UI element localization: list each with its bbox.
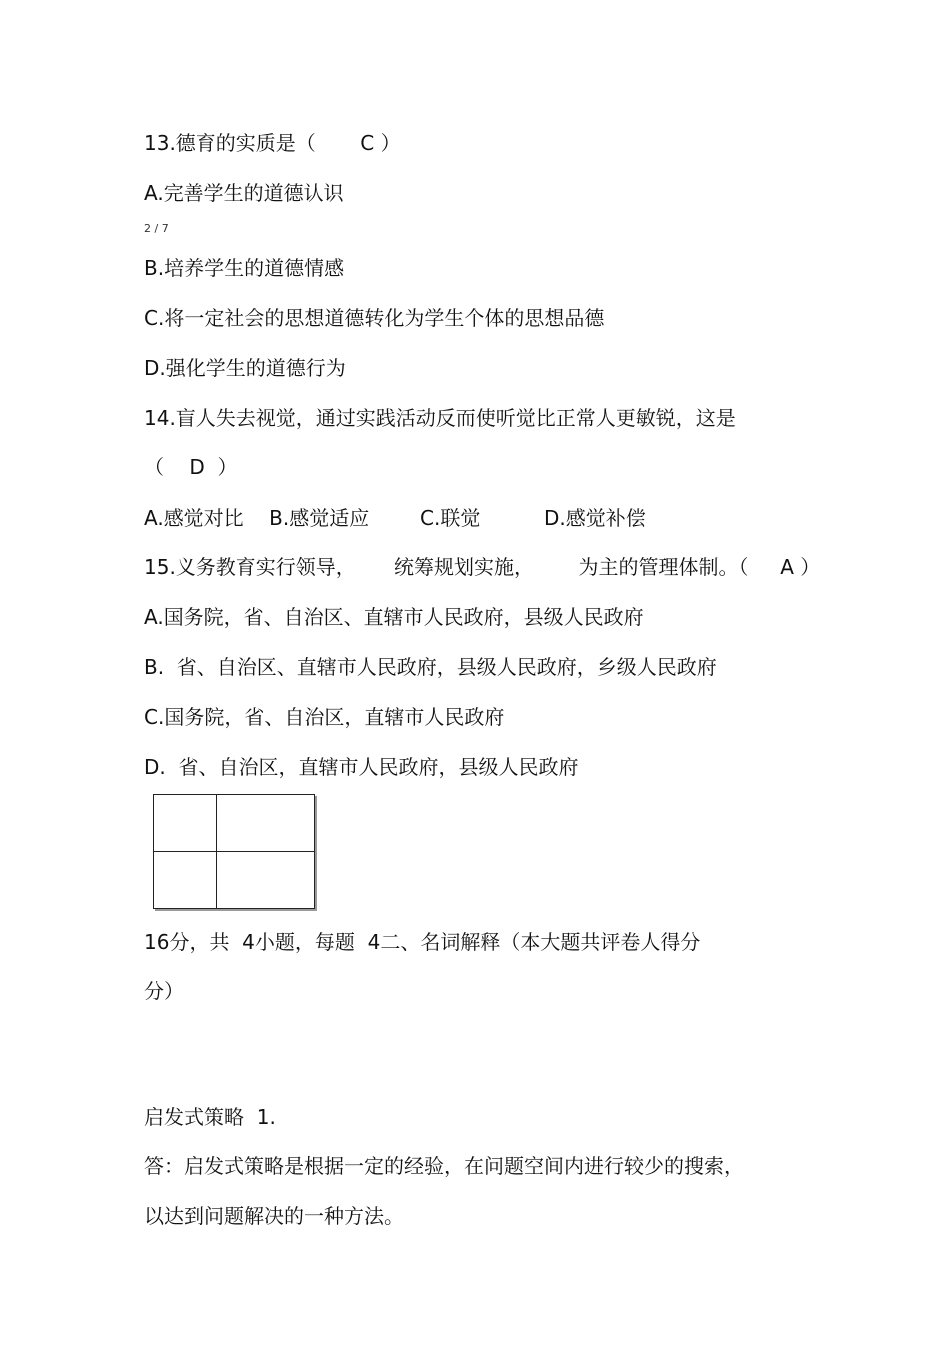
question-15-option-b: B. 省、自治区、直辖市人民政府，县级人民政府，乡级人民政府 bbox=[144, 655, 717, 679]
question-14-stem: 14.盲人失去视觉，通过实践活动反而使听觉比正常人更敏锐，这是 bbox=[144, 406, 736, 430]
question-13-option-d: D.强化学生的道德行为 bbox=[144, 356, 346, 380]
term-1-answer-continued: 以达到问题解决的一种方法。 bbox=[144, 1204, 404, 1228]
question-13-stem: 13.德育的实质是（ C ） bbox=[144, 131, 401, 155]
question-14-options: A.感觉对比 B.感觉适应 C.联觉 D.感觉补偿 bbox=[144, 506, 646, 530]
section-2-heading-continued: 分） bbox=[144, 979, 184, 1003]
question-15-option-d: D. 省、自治区，直辖市人民政府，县级人民政府 bbox=[144, 755, 579, 779]
score-grader-table bbox=[153, 794, 315, 909]
score-cell bbox=[217, 795, 315, 852]
question-14-answer: （ D ） bbox=[144, 455, 238, 479]
score-cell bbox=[154, 795, 217, 852]
question-13-option-c: C.将一定社会的思想道德转化为学生个体的思想品德 bbox=[144, 306, 605, 330]
section-2-heading: 16分，共 4小题，每题 4二、名词解释（本大题共评卷人得分 bbox=[144, 930, 701, 954]
question-13-option-a: A.完善学生的道德认识 bbox=[144, 181, 344, 205]
question-15-option-a: A.国务院，省、自治区、直辖市人民政府，县级人民政府 bbox=[144, 605, 644, 629]
score-cell bbox=[217, 852, 315, 909]
question-13-option-b: B.培养学生的道德情感 bbox=[144, 256, 345, 280]
score-cell bbox=[154, 852, 217, 909]
term-1-title: 启发式策略 1. bbox=[144, 1105, 276, 1129]
page-number: 2 / 7 bbox=[144, 222, 169, 235]
question-15-stem: 15.义务教育实行领导， 统筹规划实施， 为主的管理体制。（ A ） bbox=[144, 555, 821, 579]
question-15-option-c: C.国务院，省、自治区，直辖市人民政府 bbox=[144, 705, 505, 729]
term-1-answer: 答：启发式策略是根据一定的经验，在问题空间内进行较少的搜索， bbox=[144, 1154, 744, 1178]
